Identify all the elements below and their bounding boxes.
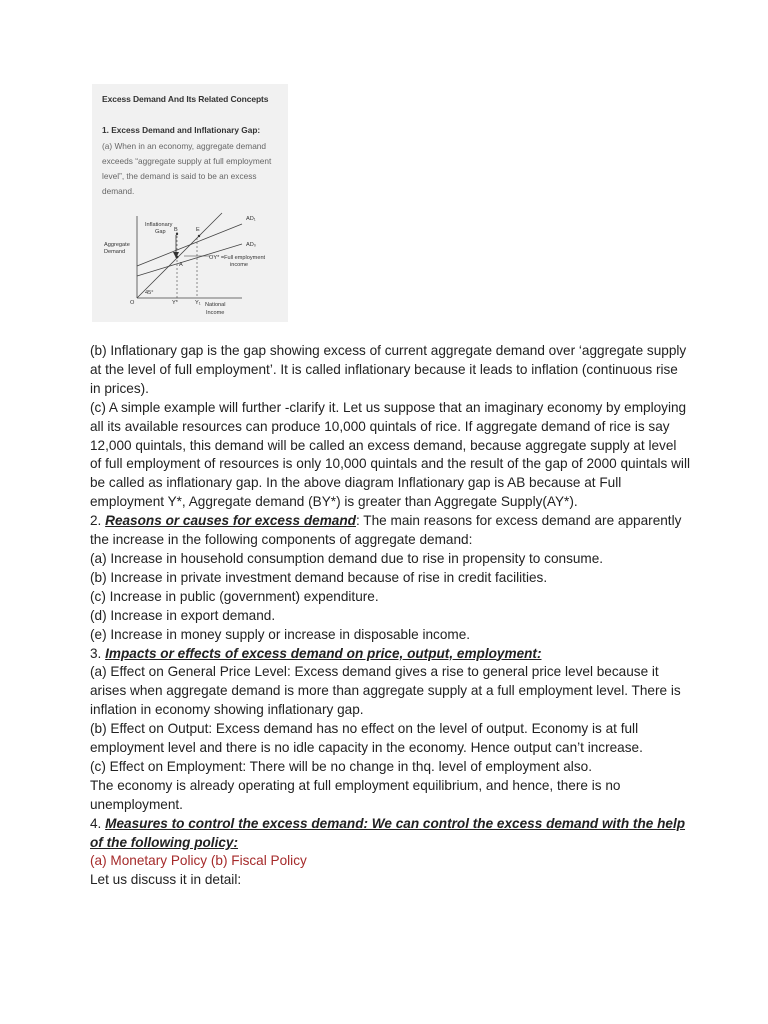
section-reasons-title: Reasons or causes for excess demand	[105, 513, 356, 529]
section-reasons	[90, 512, 690, 550]
inflationary-label: Inflationary	[145, 222, 173, 228]
section-number: 2.	[90, 513, 106, 529]
figure-heading: Excess Demand And Its Related Concepts	[102, 94, 269, 104]
ad0-label: AD₀	[246, 242, 257, 248]
national-label: National	[205, 302, 226, 308]
list-item: (e) Increase in money supply or increase in disposable income.	[90, 626, 471, 642]
policy-options: (a) Monetary Policy (b) Fiscal Policy	[90, 853, 307, 869]
demand-label: Demand	[104, 249, 126, 255]
figure-card	[92, 84, 288, 322]
section-impacts	[90, 645, 690, 664]
y1-label: Y₁	[195, 300, 201, 306]
angle-label: 45°	[145, 290, 154, 296]
origin-label: O	[130, 300, 135, 306]
a-label: A	[179, 262, 183, 268]
section-reasons-intro: : The main reasons for excess demand are apparently the increase in the following components of aggregate demand:	[90, 513, 682, 548]
section-number: 3.	[90, 645, 106, 661]
impact-employment-note: The economy is already operating at full employment equilibrium, and hence, there is no unemployment.	[90, 777, 621, 812]
point-b	[176, 233, 178, 235]
paragraph-b-inflationary-gap: (b) Inflationary gap is the gap showing excess of current aggregate demand over ‘aggregate supply at the level of full employment’. It is called inflationary because it leads to inflation (continuous rise in prices).	[90, 343, 687, 396]
section-number: 4.	[90, 815, 106, 831]
closing-line: Let us discuss it in detail:	[90, 872, 242, 888]
list-item: (c) Increase in public (government) expenditure.	[90, 588, 379, 604]
e-label: E	[196, 227, 200, 233]
aggregate-label: Aggregate	[104, 242, 130, 248]
point-a	[176, 256, 179, 259]
ad1-label: AD₁	[246, 216, 256, 222]
document-body	[90, 342, 690, 890]
paragraph-c-example: (c) A simple example will further -clarify it. Let us suppose that an imaginary economy by employing all its available resources can produce 10,000 quintals of rice. If aggregate demand of rice is say 12,000 quintals, this demand will be called an excess demand, because aggregate supply at level of full employment of resources is only 10,000 quintals and the result of the gap of 2000 quintals will be called as inflationary gap. In the above diagram Inflationary gap is AB because at Full employment Y*, Aggregate demand (BY*) is greater than Aggregate Supply(AY*).	[90, 399, 690, 510]
figure-subheading: 1. Excess Demand and Inflationary Gap:	[102, 125, 261, 135]
gap-label: Gap	[155, 229, 166, 235]
income-note-label: income	[230, 262, 249, 268]
impact-employment: (c) Effect on Employment: There will be no change in thq. level of employment also.	[90, 758, 592, 774]
section-impacts-title: Impacts or effects of excess demand on price, output, employment:	[105, 645, 542, 661]
section-measures	[90, 815, 690, 853]
impact-output: (b) Effect on Output: Excess demand has no effect on the level of output. Economy is at full employment level and there is no idle capacity in the economy. Hence output can’t increase.	[90, 721, 643, 756]
section-measures-title: Measures to control the excess demand: We can control the excess demand with the help of the following policy:	[90, 815, 686, 850]
list-item: (a) Increase in household consumption demand due to rise in propensity to consume.	[90, 550, 604, 566]
b-label: B	[174, 227, 178, 233]
oy-note-label: OY* =Full employment	[209, 255, 266, 261]
list-item: (d) Increase in export demand.	[90, 607, 276, 623]
ystar-label: Y*	[172, 300, 178, 306]
inflationary-gap-diagram	[92, 204, 288, 322]
point-e	[198, 235, 200, 237]
figure-caption: (a) When in an economy, aggregate demand exceeds “aggregate supply at full employment level”, the demand is said to be an excess demand.	[102, 141, 272, 196]
income-axis-label: Income	[206, 310, 225, 316]
list-item: (b) Increase in private investment demand because of rise in credit facilities.	[90, 569, 548, 585]
impact-price-level: (a) Effect on General Price Level: Excess demand gives a rise to general price level because it arises when aggregate demand is more than aggregate supply at a full employment level. There is inflation in economy showing inflationary gap.	[90, 664, 681, 718]
